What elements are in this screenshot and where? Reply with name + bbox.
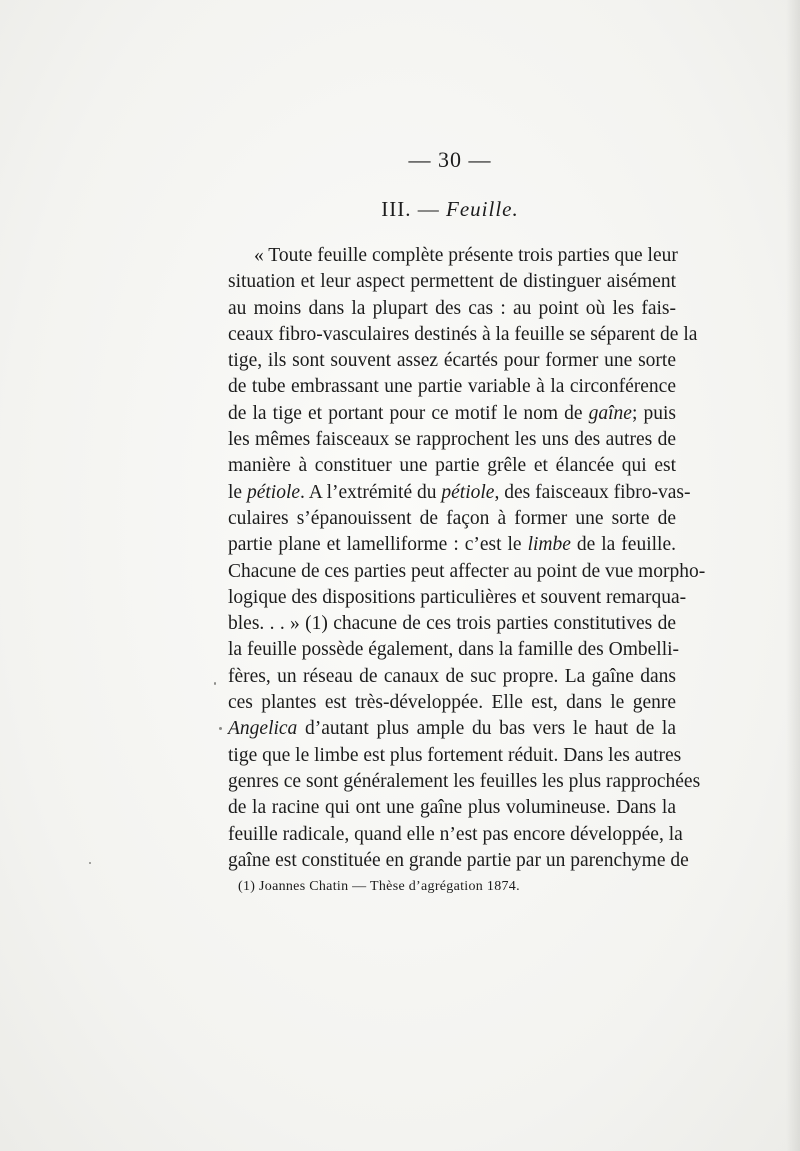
text-segment: gaîne est constituée en grande partie par un parenchyme de xyxy=(228,849,689,871)
text-line xyxy=(228,348,676,374)
text-segment: culaires s’épanouissent de façon à former une sorte de xyxy=(228,507,676,529)
text-segment: tige que le limbe est plus fortement réduit. Dans les autres xyxy=(228,744,682,766)
text-line xyxy=(228,848,689,874)
text-segment: « Toute feuille complète présente trois parties que leur xyxy=(254,245,678,266)
text-segment: la feuille possède également, dans la famille des Ombelli- xyxy=(228,639,680,661)
text-segment: ceaux fibro-vasculaires destinés à la feuille se séparent de la xyxy=(228,323,698,345)
text-segment: au moins dans la plupart des cas : au point où les fais- xyxy=(228,297,676,319)
text-segment: le xyxy=(228,481,247,503)
italic-term: limbe xyxy=(527,534,571,556)
text-segment: situation et leur aspect permettent de distinguer aisément xyxy=(228,271,676,293)
italic-term: gaîne xyxy=(588,402,632,424)
text-segment: ; puis xyxy=(631,402,676,424)
text-line xyxy=(228,296,676,322)
text-line xyxy=(228,243,676,269)
text-line xyxy=(228,374,676,400)
text-segment: de la racine qui ont une gaîne plus volumineuse. Dans la xyxy=(228,797,676,819)
text-line xyxy=(228,453,676,479)
text-segment: . A l’extrémité du xyxy=(300,481,442,503)
page-number: — 30 — xyxy=(408,147,492,172)
paper-speck xyxy=(89,862,91,864)
text-line xyxy=(228,585,687,611)
section-heading xyxy=(0,197,800,222)
text-segment: ces plantes est très-développée. Elle est, dans le genre xyxy=(228,692,676,714)
text-line xyxy=(228,822,683,848)
heading-numeral: III. xyxy=(381,197,412,221)
footnote: (1) Joannes Chatin — Thèse d’agrégation 1874. xyxy=(238,879,520,894)
paper-speck xyxy=(214,682,216,685)
text-line xyxy=(228,427,676,453)
text-line xyxy=(228,637,680,663)
heading-title: Feuille. xyxy=(446,197,519,221)
text-segment: genres ce sont généralement les feuilles les plus rapprochées xyxy=(228,770,701,792)
text-line xyxy=(228,322,698,348)
text-segment: logique des dispositions particulières et souvent remarqua- xyxy=(228,586,687,608)
paper-speck xyxy=(219,727,222,730)
text-line xyxy=(228,480,691,506)
text-segment: de la tige et portant pour ce motif le nom de xyxy=(228,402,589,424)
text-line xyxy=(228,269,676,295)
text-segment: d’autant plus ample du bas vers le haut de la xyxy=(297,718,676,740)
italic-term: pétiole xyxy=(441,481,495,503)
text-segment: les mêmes faisceaux se rapprochent les uns des autres de xyxy=(228,429,676,451)
text-line xyxy=(228,664,676,690)
text-line xyxy=(228,743,682,769)
text-line xyxy=(228,611,676,637)
text-line xyxy=(228,401,676,427)
text-segment: partie plane et lamelliforme : c’est le xyxy=(228,534,528,556)
text-line xyxy=(228,559,706,585)
text-line xyxy=(228,716,676,742)
body-paragraph xyxy=(228,243,706,874)
text-segment: de la feuille. xyxy=(570,534,676,556)
text-line xyxy=(228,506,676,532)
text-segment: de tube embrassant une partie variable à la circonférence xyxy=(228,376,676,398)
italic-term: Angelica xyxy=(228,718,298,740)
text-line xyxy=(228,769,701,795)
text-segment: bles. . . » (1) chacune de ces trois parties constitutives de xyxy=(228,613,676,635)
text-segment: , des faisceaux fibro-vas- xyxy=(494,481,691,503)
text-line xyxy=(228,690,676,716)
text-line xyxy=(228,532,676,558)
text-segment: fères, un réseau de canaux de suc propre. La gaîne dans xyxy=(228,665,676,687)
text-segment: tige, ils sont souvent assez écartés pour former une sorte xyxy=(228,350,676,372)
text-line xyxy=(228,795,676,821)
text-segment: manière à constituer une partie grêle et élancée qui est xyxy=(228,455,676,477)
heading-dash: — xyxy=(417,197,440,221)
text-segment: Chacune de ces parties peut affecter au point de vue morpho- xyxy=(228,560,706,582)
italic-term: pétiole xyxy=(246,481,301,503)
text-segment: feuille radicale, quand elle n’est pas encore développée, la xyxy=(228,823,683,845)
